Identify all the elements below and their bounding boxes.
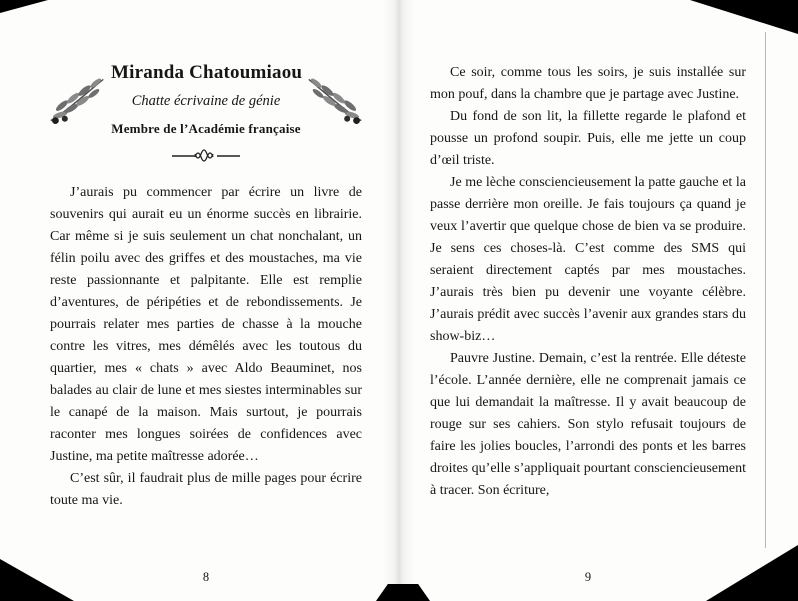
paragraph: Je me lèche consciencieusement la patte gauche et la passe derrière mon oreille. Je fais toujours ça quand je veux l’avertir que quelque chose de bien va se produire. Je sens ces choses-là. C’est comme des SMS qui seraient directement captés par mes moustaches. J’aurais très bien pu devenir une voyante célèbre. J’aurais prédit avec succès l’avenir aux grandes stars du show-biz… [430, 175, 746, 344]
page-number-left: 8 [202, 570, 210, 584]
page-edge-line [765, 32, 766, 548]
paragraph: J’aurais pu commencer par écrire un livre de souvenirs qui aurait eu un énorme succès en librairie. Car même si je suis seulement un chat nonchalant, un félin poilu avec des griffes et des moustaches, ma vie reste passionnante et palpitante. Elle est remplie d’aventures, de péripéties et de rebondissements. Je pourrais relater mes parties de chasse à la mouche contre les vitres, mes démêlés avec les toutous du quartier, mes « chats » avec Aldo Beauminet, nos balades au clair de lune et mes siestes interminables sur le canapé de la maison. Mais surtout, je pourrais raconter mes longues soirées de confidences avec Justine, ma petite maîtresse adorée… [50, 185, 362, 464]
title-stack [111, 62, 301, 137]
paragraph: C’est sûr, il faudrait plus de mille pages pour écrire toute ma vie. [50, 471, 362, 508]
page-number-right: 9 [584, 570, 592, 584]
paragraph: Ce soir, comme tous les soirs, je suis installée sur mon pouf, dans la chambre que je partage avec Justine. [430, 65, 746, 102]
right-page [430, 0, 746, 601]
book-spine-shadow [383, 0, 415, 601]
photo-corner-top-left [0, 0, 48, 13]
chapter-subtitle: Chatte écrivaine de génie [131, 93, 281, 109]
chapter-affiliation: Membre de l’Académie française [111, 121, 301, 136]
photo-spine-notch [376, 584, 430, 601]
left-page-body [50, 182, 362, 512]
left-page [50, 0, 362, 601]
paragraph: Pauvre Justine. Demain, c’est la rentrée. Elle déteste l’école. L’année dernière, elle ne comprenait jamais ce que lui demandait la maîtresse. Il y avait beaucoup de rouge sur ses cahiers. Son stylo refusait toujours de faire les jolies boucles, l’arrondi des ponts et les barres droites qu’elle s’appliquait pourtant consciencieusement à tracer. Son écriture, [430, 351, 746, 498]
right-page-body [430, 0, 746, 502]
chapter-header [50, 0, 362, 137]
olive-branch-left-icon [47, 72, 107, 128]
olive-branch-right-icon [305, 72, 365, 128]
paragraph: Du fond de son lit, la fillette regarde le plafond et pousse un profond soupir. Puis, elle me jette un coup d’œil triste. [430, 109, 746, 168]
squiggle-divider-icon [50, 149, 362, 168]
chapter-title: Miranda Chatoumiaou [111, 62, 303, 83]
